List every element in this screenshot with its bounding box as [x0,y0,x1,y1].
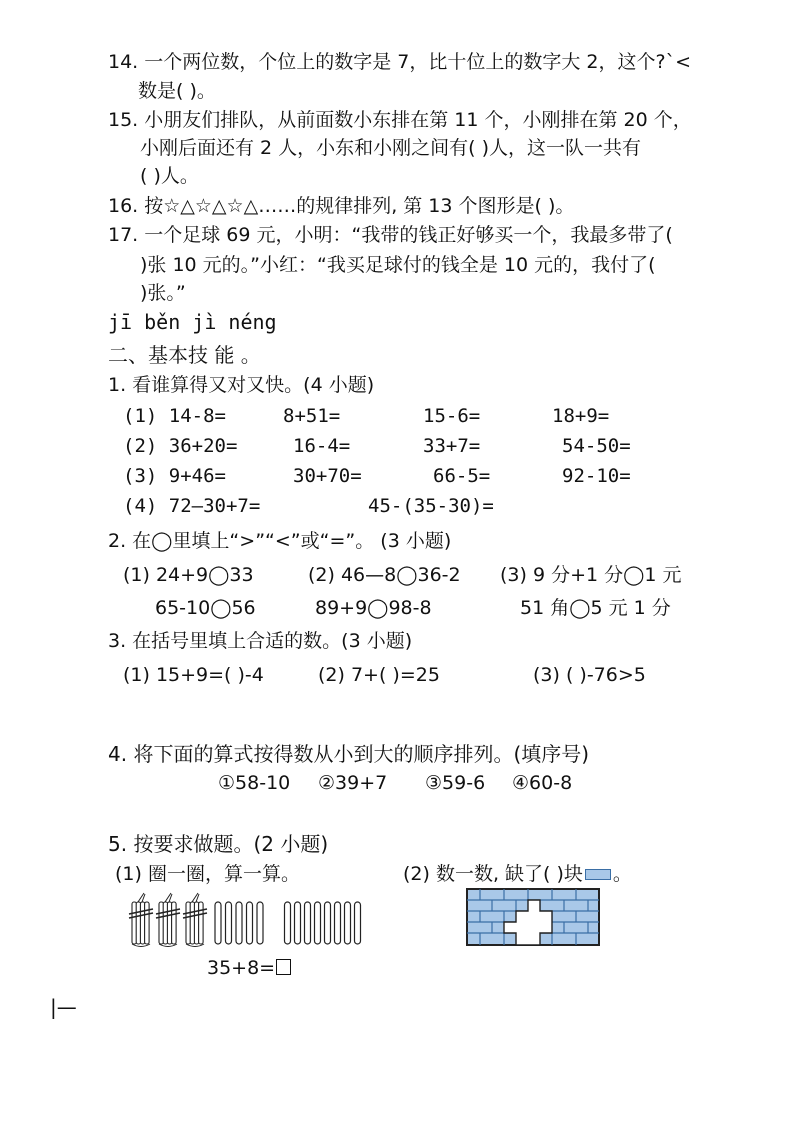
stick-bundle [156,893,180,947]
stick-bundles-illustration [130,892,390,948]
calc-item: 66-5= [433,465,491,487]
stick [226,902,232,944]
footer-mark: |— [50,995,77,1019]
order-item: ③59-6 [425,772,486,794]
brick-wall-illustration [466,888,600,946]
calc-item: (2) 36+20= [123,435,238,457]
question-17-line2: )张 10 元的。”小红：“我买足球付的钱全是 10 元的，我付了( [140,254,656,276]
part-3-title: 3. 在括号里填上合适的数。(3 小题) [108,630,413,652]
order-item: ①58-10 [218,772,291,794]
stick [295,902,301,944]
stick [345,902,351,944]
calc-item: 54-50= [562,435,631,457]
part-2-title: 2. 在◯里填上“>”“<”或“=”。 (3 小题) [108,530,452,552]
question-15-line1: 15. 小朋友们排队，从前面数小东排在第 11 个，小刚排在第 20 个， [108,109,692,131]
question-16: 16. 按☆△☆△☆△……的规律排列, 第 13 个图形是( )。 [108,195,575,217]
compare-item: (3) 9 分+1 分◯1 元 [500,564,682,586]
equation [207,955,291,982]
equation-text: 35+8= [207,957,276,979]
calc-item: (4) 72—30+7= [123,495,261,517]
part-5-sub-2-text: (2) 数一数, 缺了( )块 [403,863,583,885]
question-17-line3: )张。” [140,282,186,304]
stick-bundle [129,893,153,947]
calc-item: 33+7= [423,435,481,457]
pinyin-line: jī běn jì néng [108,310,277,334]
part-4-title: 4. 将下面的算式按得数从小到大的顺序排列。(填序号) [108,742,590,766]
calc-item: 16-4= [293,435,351,457]
question-15-line3: ( )人。 [140,165,199,187]
order-item: ②39+7 [318,772,388,794]
compare-item: 51 角◯5 元 1 分 [520,597,671,619]
calc-item: 92-10= [562,465,631,487]
stick [325,902,331,944]
calc-item: 18+9= [552,405,610,427]
question-14-line1: 14. 一个两位数，个位上的数字是 7，比十位上的数字大 2，这个?`< [108,51,692,73]
stick [285,902,291,944]
stick [335,902,341,944]
stick-bundle [183,893,207,947]
answer-box [276,959,291,975]
calc-item: 15-6= [423,405,481,427]
question-17-line1: 17. 一个足球 69 元，小明：“我带的钱正好够买一个，我最多带了( [108,224,673,246]
part-5-sub-1: (1) 圈一圈，算一算。 [115,863,300,885]
stick [215,902,221,944]
question-15-line2: 小刚后面还有 2 人，小东和小刚之间有( )人，这一队一共有 [140,137,642,159]
part-5-title: 5. 按要求做题。(2 小题) [108,832,329,856]
stick [305,902,311,944]
part-5-sub-2-end: 。 [612,863,632,885]
compare-item: (1) 24+9◯33 [123,564,254,586]
compare-item: 65-10◯56 [155,597,256,619]
calc-item: 30+70= [293,465,362,487]
fill-item: (3) ( )-76>5 [533,664,646,686]
calc-item: (3) 9+46= [123,465,226,487]
stick [257,902,263,944]
order-item: ④60-8 [512,772,573,794]
question-14-line2: 数是( )。 [138,80,216,102]
section-2-title: 二、基本技 能 。 [108,343,261,367]
stick [236,902,242,944]
fill-item: (2) 7+( )=25 [318,664,440,686]
calc-item: 45-(35-30)= [368,495,494,517]
compare-item: (2) 46—8◯36-2 [308,564,461,586]
compare-item: 89+9◯98-8 [315,597,432,619]
stick [355,902,361,944]
fill-item: (1) 15+9=( )-4 [123,664,264,686]
part-1-title: 1. 看谁算得又对又快。(4 小题) [108,374,375,396]
part-5-sub-2 [403,861,632,888]
stick [247,902,253,944]
stick [315,902,321,944]
brick-icon [585,869,611,880]
calc-item: (1) 14-8= [123,405,226,427]
calc-item: 8+51= [283,405,341,427]
